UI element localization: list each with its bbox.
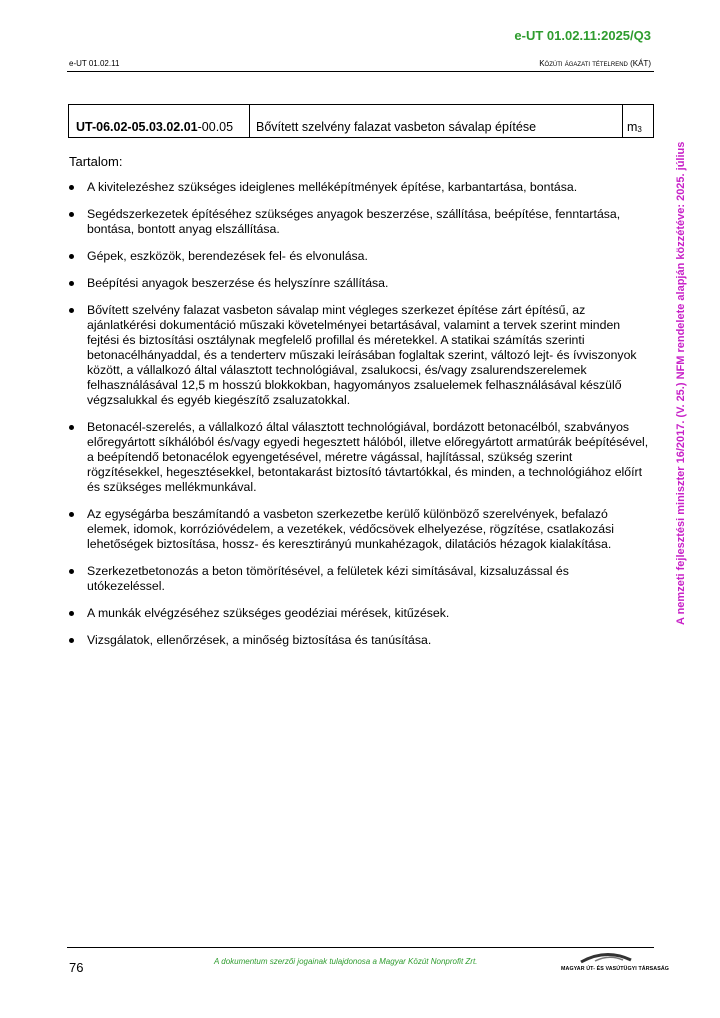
company-logo [561, 950, 669, 972]
bullet-icon [69, 512, 74, 517]
item-code-main: UT-06.02-05.03.02.01 [76, 120, 198, 134]
content-list [66, 180, 650, 660]
header-right [539, 59, 651, 68]
header-left: e-UT 01.02.11 [69, 59, 120, 68]
publication-side-note: A nemzeti fejlesztési miniszter 16/2017. (V. 25.) NFM rendelete alapján közzétéve: 2025. július [675, 141, 687, 625]
item-title: Bővített szelvény falazat vasbeton sávalap építése [250, 105, 623, 137]
bullet-icon [69, 212, 74, 217]
bullet-icon [69, 611, 74, 616]
list-item: Beépítési anyagok beszerzése és helyszínre szállítása. [66, 276, 650, 291]
item-table [68, 104, 654, 138]
page-number: 76 [69, 960, 84, 975]
bullet-icon [69, 254, 74, 259]
bullet-icon [69, 569, 74, 574]
list-item: Szerkezetbetonozás a beton tömörítésével, a felületek kézi simításával, kizsaluzással és utókezeléssel. [66, 564, 650, 594]
bullet-icon [69, 638, 74, 643]
list-item: A kivitelezéshez szükséges ideiglenes melléképítmények építése, karbantartása, bontása. [66, 180, 650, 195]
header-right-text: Közúti ágazati tételrend (KÁT) [539, 59, 651, 68]
bullet-icon [69, 281, 74, 286]
copyright-notice: A dokumentum szerzői jogainak tulajdonosa a Magyar Közút Nonprofit Zrt. [214, 957, 478, 966]
bullet-icon [69, 425, 74, 430]
item-code-suffix: -00.05 [197, 120, 234, 134]
document-code: e-UT 01.02.11:2025/Q3 [514, 28, 651, 43]
logo-text: MAGYAR ÚT- ÉS VASÚTÜGYI TÁRSASÁG [561, 966, 669, 972]
bullet-icon [69, 308, 74, 313]
list-item: Segédszerkezetek építéséhez szükséges anyagok beszerzése, szállítása, beépítése, fenntartása, bontása, bontott anyag elszállítása. [66, 207, 650, 237]
item-unit [623, 105, 653, 137]
list-item: A munkák elvégzéséhez szükséges geodéziai mérések, kitűzések. [66, 606, 650, 621]
list-item: Betonacél-szerelés, a vállalkozó által választott technológiával, bordázott betonacélból, szabványos előregyártott síkhálóból és/vagy egyedi hegesztett hálóból, illetve előregyártott armatúrák beépítésével, a beépítendő betonacélok egyengetésével, méretre vágással, hajlítással, szükség szerint rögzítésekkel, hegesztésekkel, betontakarást biztosító távtartókkal, és minden, a technológiához előírt és szükséges mellékmunkával. [66, 420, 650, 495]
footer-rule [67, 947, 654, 948]
content-label: Tartalom: [69, 154, 123, 169]
list-item: Az egységárba beszámítandó a vasbeton szerkezetbe kerülő különböző szerelvények, befalazó elemek, idomok, korrózióvédelem, a vezetékek, védőcsövek elhelyezése, rögzítése, csatlakozási lehetőségek biztosítása, hossz- és keresztirányú munkahézagok, dilatációs hézagok kialakítása. [66, 507, 650, 552]
item-unit-base: m [627, 120, 638, 134]
item-code [69, 105, 250, 137]
header-rule [67, 71, 654, 72]
list-item: Bővített szelvény falazat vasbeton sávalap mint végleges szerkezet építése zárt építésű, az ajánlatkérési dokumentáció műszaki követelményei betartásával, valamint a tervek szerint minden fejtési és biztosítási osztálynak megfelelő profillal és méretekkel. A statikai számítás szerinti betonacélhányaddal, és a tenderterv műszaki leírásában foglaltak szerint, változó lejt- és ívviszonyok között, a vállalkozó által választott technológiával, zsalukocsi, és/vagy zsalurendszerelemek felhasználásával 12,5 m hosszú blokkokban, hagyományos zsaluelemek felhasználásával készülő végzsalukkal és egyéb kiegészítő zsaluzatokkal. [66, 303, 650, 408]
bullet-icon [69, 185, 74, 190]
list-item: Vizsgálatok, ellenőrzések, a minőség biztosítása és tanúsítása. [66, 633, 650, 648]
list-item: Gépek, eszközök, berendezések fel- és elvonulása. [66, 249, 650, 264]
item-unit-exponent: 3 [637, 125, 642, 134]
